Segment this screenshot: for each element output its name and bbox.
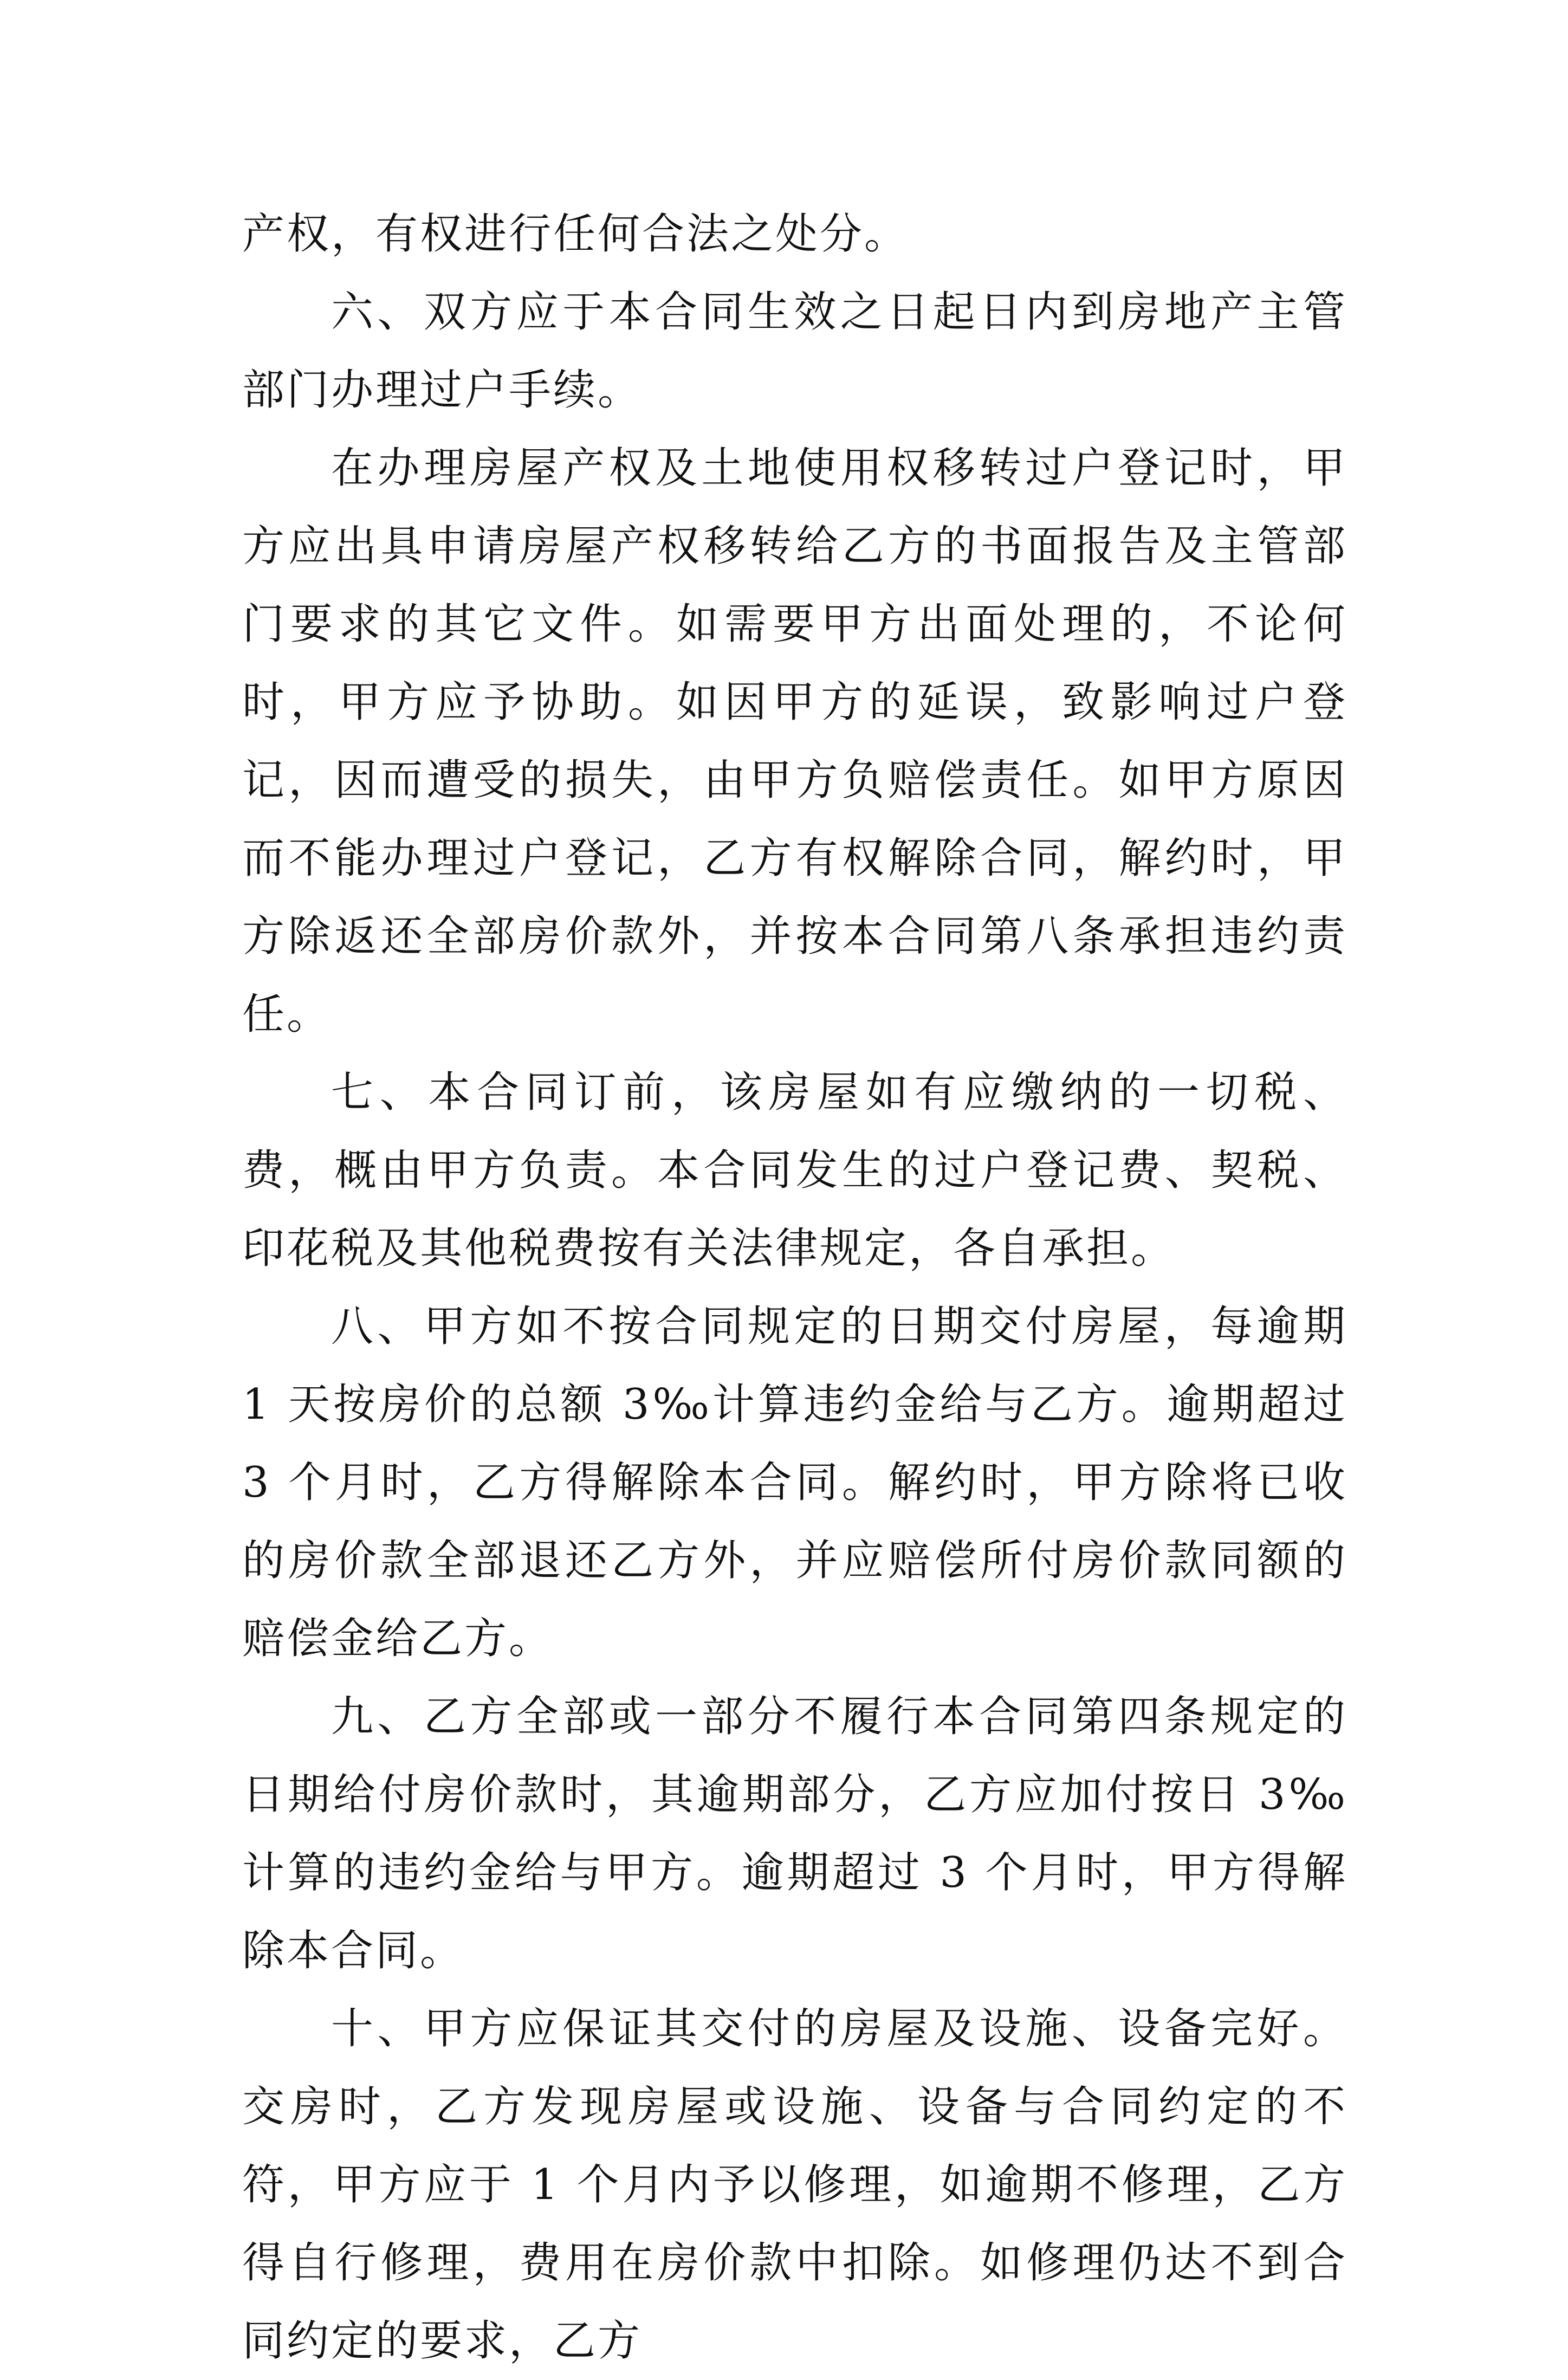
paragraph-clause-7: 七、本合同订前，该房屋如有应缴纳的一切税、费，概由甲方负责。本合同发生的过户登记费、契税、印花税及其他税费按有关法律规定，各自承担。	[242, 1068, 1347, 1273]
paragraph-clause-10: 十、甲方应保证其交付的房屋及设施、设备完好。交房时，乙方发现房屋或设施、设备与合同约定的不符，甲方应于 1 个月内予以修理，如逾期不修理，乙方得自行修理，费用在房价款中扣除。如修理仍达不到合同约定的要求，乙方	[242, 2004, 1347, 2365]
paragraph-clause-8: 八、甲方如不按合同规定的日期交付房屋，每逾期 1 天按房价的总额 3‰计算违约金给与乙方。逾期超过 3 个月时，乙方得解除本合同。解约时，甲方除将已收的房价款全部退还乙方外，并应赔偿所付房价款同额的赔偿金给乙方。	[242, 1302, 1347, 1663]
paragraph-clause-6: 六、双方应于本合同生效之日起日内到房地产主管部门办理过户手续。	[242, 288, 1347, 415]
document-body	[242, 195, 1347, 2380]
paragraph-continuation: 产权，有权进行任何合法之处分。	[242, 210, 909, 258]
paragraph-clause-9: 九、乙方全部或一部分不履行本合同第四条规定的日期给付房价款时，其逾期部分，乙方应加付按日 3‰计算的违约金给与甲方。逾期超过 3 个月时，甲方得解除本合同。	[242, 1692, 1347, 1975]
paragraph-transfer-registration: 在办理房屋产权及土地使用权移转过户登记时，甲方应出具申请房屋产权移转给乙方的书面报告及主管部门要求的其它文件。如需要甲方出面处理的，不论何时，甲方应予协助。如因甲方的延误，致影响过户登记，因而遭受的损失，由甲方负赔偿责任。如甲方原因而不能办理过户登记，乙方有权解除合同，解约时，甲方除返还全部房价款外，并按本合同第八条承担违约责任。	[242, 444, 1347, 1039]
